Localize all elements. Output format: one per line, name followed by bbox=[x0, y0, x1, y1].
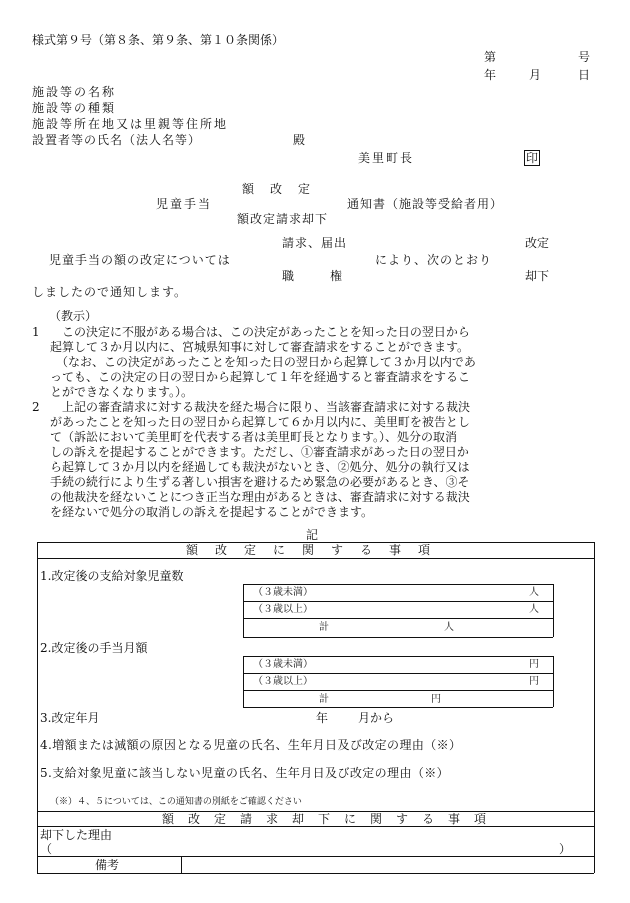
item1-label: 1.改定後の支給対象児童数 bbox=[40, 569, 184, 583]
table-left-border bbox=[37, 542, 38, 873]
item1-under3-label: （３歳未満） bbox=[253, 587, 313, 598]
item1-box-row1 bbox=[243, 601, 553, 602]
instruction-2-line: の他裁決を経ないことにつき正当な理由があるときは、審査請求に対する裁決 bbox=[50, 490, 470, 504]
rejection-reason-label: 却下した理由 bbox=[40, 828, 113, 842]
item1-box-left bbox=[243, 584, 244, 637]
instruction-1-line: この決定に不服がある場合は、この決定があったことを知った日の翌日から bbox=[62, 325, 470, 339]
issuer-name: 美里町長 bbox=[358, 151, 415, 165]
table-bottom-border bbox=[37, 873, 594, 874]
item2-total-unit: 円 bbox=[431, 694, 441, 705]
item1-under3-unit: 人 bbox=[529, 587, 539, 598]
form-number: 様式第９号（第８条、第９条、第１０条関係） bbox=[32, 33, 285, 47]
item2-over3-unit: 円 bbox=[529, 676, 539, 687]
instruction-1-number: 1 bbox=[32, 325, 40, 339]
honorific: 殿 bbox=[293, 133, 306, 147]
item2-box-top bbox=[243, 656, 553, 657]
date-month: 月 bbox=[529, 68, 542, 82]
item2-under3-unit: 円 bbox=[529, 659, 539, 670]
instruction-2-line: ら起算して３か月以内を経過しても裁決がないとき、②処分、処分の執行又は bbox=[50, 460, 470, 474]
title-line-amount-revision: 額 改 定 bbox=[242, 182, 313, 196]
rejection-reason-paren-close: ） bbox=[559, 842, 572, 856]
option-revision: 改定 bbox=[525, 236, 550, 250]
title-line-rejection: 額改定請求却下 bbox=[237, 212, 329, 226]
instruction-2-line: があったことを知った日の翌日から起算して６か月以内に、美里町を被告とし bbox=[50, 415, 470, 429]
body-closing: しましたので通知します。 bbox=[32, 285, 188, 299]
instruction-2-line: 上記の審査請求に対する裁決を経た場合に限り、当該審査請求に対する裁決 bbox=[62, 400, 471, 414]
date-year: 年 bbox=[484, 68, 497, 82]
date-day: 日 bbox=[578, 68, 591, 82]
facility-type-label: 施設等の種類 bbox=[32, 101, 117, 115]
instruction-1-line: （なお、この決定があったことを知った日の翌日から起算して３か月以内であ bbox=[56, 355, 476, 369]
item2-label: 2.改定後の手当月額 bbox=[40, 641, 148, 655]
item2-box-row2 bbox=[243, 690, 553, 691]
item2-under3-label: （３歳未満） bbox=[253, 659, 313, 670]
item3-year: 年 bbox=[316, 711, 329, 725]
option-rejection: 却下 bbox=[525, 269, 550, 283]
item1-over3-unit: 人 bbox=[529, 604, 539, 615]
facility-address-label: 施設等所在地又は里親等住所地 bbox=[32, 117, 229, 131]
option-ex-officio: 職 権 bbox=[282, 269, 343, 283]
rejection-reason-paren-open: （ bbox=[40, 842, 53, 856]
item2-total-label: 計 bbox=[319, 694, 329, 705]
item1-box-row2 bbox=[243, 618, 553, 619]
item2-over3-label: （３歳以上） bbox=[253, 676, 313, 687]
item1-box-bottom bbox=[243, 637, 553, 638]
item1-total-label: 計 bbox=[319, 622, 329, 633]
item3-month: 月から bbox=[358, 711, 395, 725]
instruction-2-line: 手続の続行により生ずる著しい損害を避けるため緊急の必要があるとき、③そ bbox=[50, 475, 470, 489]
item2-box-left bbox=[243, 656, 244, 707]
seal-stamp: 印 bbox=[526, 151, 539, 165]
revision-section-header: 額改定に関する事項 bbox=[186, 543, 448, 557]
table-note: （※）４、５については、この通知書の別紙をご確認ください bbox=[50, 797, 302, 807]
instructions-heading: （教示） bbox=[49, 309, 98, 323]
item2-box-bottom bbox=[243, 707, 553, 708]
instruction-1-line: とができなくなります。）。 bbox=[50, 385, 194, 399]
remarks-divider-vertical bbox=[181, 856, 182, 873]
table-right-border bbox=[594, 542, 595, 873]
table-header-divider bbox=[37, 558, 594, 559]
table-rejection-header-divider bbox=[37, 826, 594, 827]
doc-number-prefix: 第 bbox=[484, 50, 497, 64]
body-main-mid: により、次のとおり bbox=[375, 253, 493, 267]
item1-box-top bbox=[243, 584, 553, 585]
item3-label: 3.改定年月 bbox=[40, 711, 100, 725]
facility-name-label: 施設等の名称 bbox=[32, 85, 117, 99]
item2-box-row1 bbox=[243, 673, 553, 674]
title-notice-facility: 通知書（施設等受給者用） bbox=[347, 197, 504, 211]
instruction-2-line: て（訴訟において美里町を代表する者は美里町長となります。）、処分の取消 bbox=[50, 430, 458, 444]
rejection-section-header: 額改定請求却下に関する事項 bbox=[162, 812, 501, 826]
remarks-label: 備考 bbox=[95, 858, 120, 872]
instruction-1-line: 起算して３か月以内に、宮城県知事に対して審査請求をすることができます。 bbox=[50, 340, 470, 354]
item1-box-right bbox=[553, 584, 554, 637]
option-request-notification: 請求、届出 bbox=[282, 236, 348, 250]
founder-name-label: 設置者等の氏名（法人名等） bbox=[32, 133, 202, 147]
body-main-left: 児童手当の額の改定については bbox=[49, 253, 231, 267]
item1-total-unit: 人 bbox=[444, 622, 454, 633]
instruction-2-number: 2 bbox=[32, 400, 40, 414]
item4-label: 4.増額または減額の原因となる児童の氏名、生年月日及び改定の理由（※） bbox=[40, 738, 462, 752]
instruction-2-line: を経ないで処分の取消しの訴えを提起することができます。 bbox=[50, 505, 374, 519]
title-child-allowance: 児童手当 bbox=[156, 197, 213, 211]
item2-box-right bbox=[553, 656, 554, 707]
instruction-2-line: しの訴えを提起することができます。ただし、①審査請求があった日の翌日か bbox=[50, 445, 469, 459]
record-label: 記 bbox=[306, 528, 319, 542]
table-remarks-divider bbox=[37, 856, 594, 857]
doc-number-suffix: 号 bbox=[578, 50, 591, 64]
item5-label: 5.支給対象児童に該当しない児童の氏名、生年月日及び改定の理由（※） bbox=[40, 766, 450, 780]
instruction-1-line: っても、この決定の日の翌日から起算して１年を経過すると審査請求をするこ bbox=[50, 370, 471, 384]
item1-over3-label: （３歳以上） bbox=[253, 604, 313, 615]
